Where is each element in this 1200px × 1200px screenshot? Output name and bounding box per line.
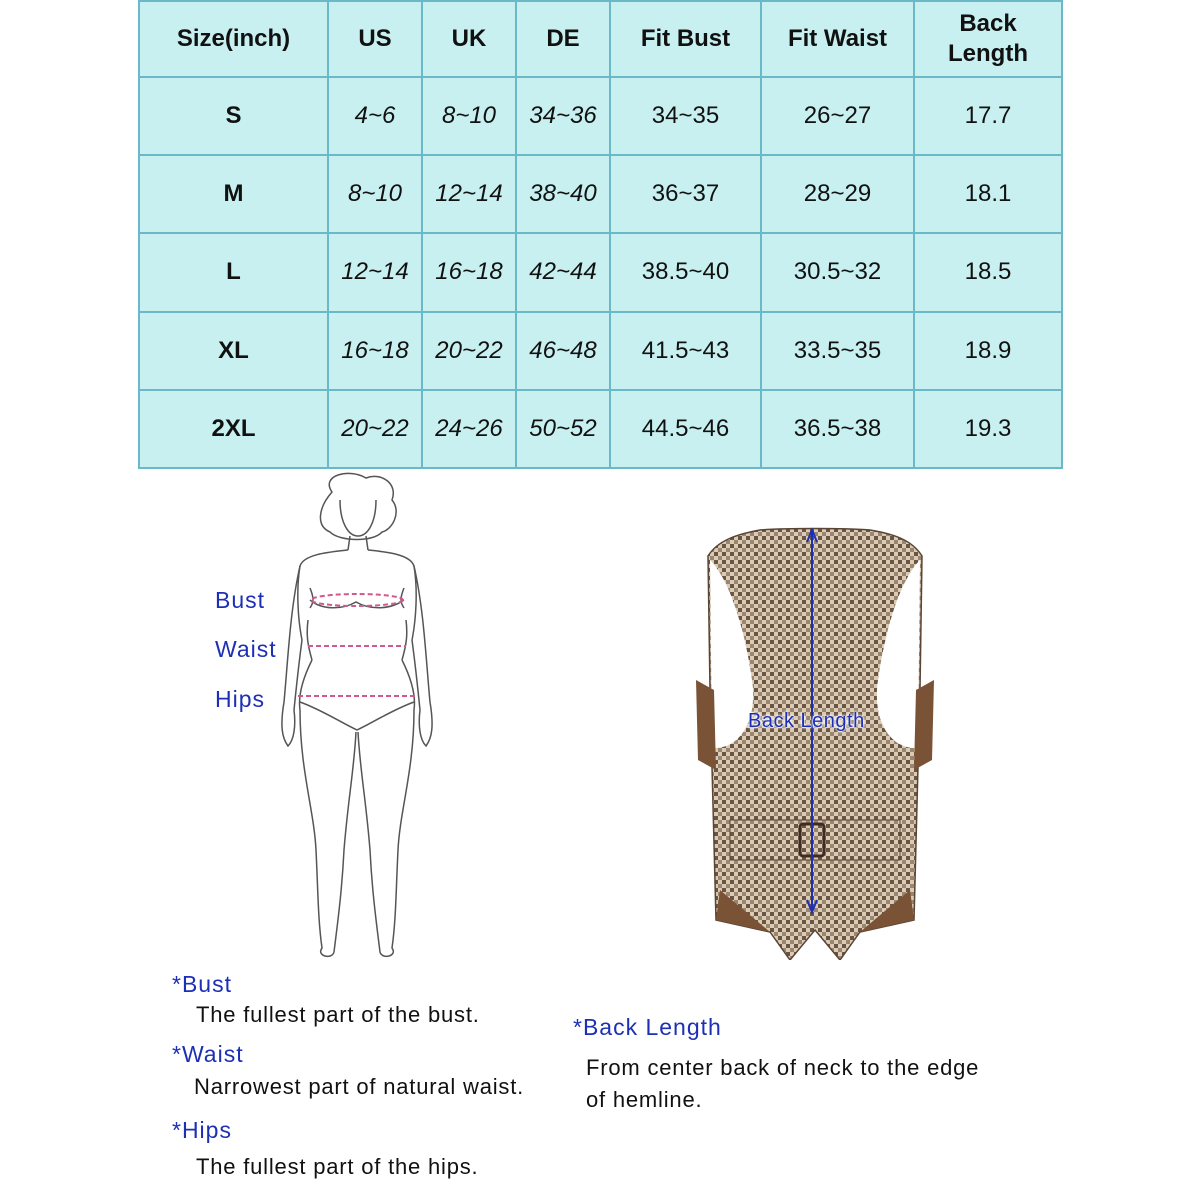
header-us: US xyxy=(328,1,422,77)
cell-back-length: 17.7 xyxy=(914,77,1062,155)
cell-de: 42~44 xyxy=(516,233,610,311)
cell-back-length: 19.3 xyxy=(914,390,1062,468)
header-fit-waist: Fit Waist xyxy=(761,1,914,77)
header-fit-bust: Fit Bust xyxy=(610,1,761,77)
table-header-row xyxy=(139,1,1062,77)
bust-note-title: *Bust xyxy=(172,971,232,997)
cell-uk: 16~18 xyxy=(422,233,516,311)
cell-us: 12~14 xyxy=(328,233,422,311)
bust-note-desc: The fullest part of the bust. xyxy=(196,1002,480,1027)
cell-fit-waist: 33.5~35 xyxy=(761,312,914,390)
table-row xyxy=(139,155,1062,233)
cell-fit-bust: 38.5~40 xyxy=(610,233,761,311)
hips-note-title: *Hips xyxy=(172,1117,232,1143)
cell-uk: 8~10 xyxy=(422,77,516,155)
table-row xyxy=(139,312,1062,390)
cell-back-length: 18.1 xyxy=(914,155,1062,233)
cell-de: 50~52 xyxy=(516,390,610,468)
cell-us: 20~22 xyxy=(328,390,422,468)
cell-fit-waist: 36.5~38 xyxy=(761,390,914,468)
cell-uk: 24~26 xyxy=(422,390,516,468)
cell-uk: 12~14 xyxy=(422,155,516,233)
cell-size: L xyxy=(139,233,328,311)
body-outline-illustration xyxy=(270,470,440,970)
cell-fit-waist: 26~27 xyxy=(761,77,914,155)
cell-fit-bust: 36~37 xyxy=(610,155,761,233)
cell-us: 8~10 xyxy=(328,155,422,233)
cell-uk: 20~22 xyxy=(422,312,516,390)
cell-de: 34~36 xyxy=(516,77,610,155)
table-row xyxy=(139,233,1062,311)
back-length-note-line1: From center back of neck to the edge xyxy=(586,1055,980,1080)
cell-size: M xyxy=(139,155,328,233)
header-size: Size(inch) xyxy=(139,1,328,77)
cell-fit-bust: 41.5~43 xyxy=(610,312,761,390)
cell-size: S xyxy=(139,77,328,155)
header-uk: UK xyxy=(422,1,516,77)
header-de: DE xyxy=(516,1,610,77)
cell-de: 38~40 xyxy=(516,155,610,233)
hips-label: Hips xyxy=(215,686,266,712)
waist-note-title: *Waist xyxy=(172,1041,244,1067)
table-row xyxy=(139,77,1062,155)
back-length-label: Back Length xyxy=(748,710,865,732)
vest-back-illustration xyxy=(690,520,940,960)
cell-fit-waist: 30.5~32 xyxy=(761,233,914,311)
cell-us: 4~6 xyxy=(328,77,422,155)
cell-us: 16~18 xyxy=(328,312,422,390)
cell-size: 2XL xyxy=(139,390,328,468)
cell-fit-bust: 34~35 xyxy=(610,77,761,155)
back-length-note-title: *Back Length xyxy=(573,1014,722,1040)
cell-back-length: 18.5 xyxy=(914,233,1062,311)
table-row xyxy=(139,390,1062,468)
header-back-length: Back Length xyxy=(914,1,1062,77)
hips-note-desc: The fullest part of the hips. xyxy=(196,1154,479,1179)
cell-fit-waist: 28~29 xyxy=(761,155,914,233)
cell-size: XL xyxy=(139,312,328,390)
back-length-note-line2: of hemline. xyxy=(586,1087,703,1112)
cell-de: 46~48 xyxy=(516,312,610,390)
waist-note-desc: Narrowest part of natural waist. xyxy=(194,1074,525,1099)
waist-label: Waist xyxy=(215,636,277,662)
cell-back-length: 18.9 xyxy=(914,312,1062,390)
size-chart-table xyxy=(138,0,1063,469)
cell-fit-bust: 44.5~46 xyxy=(610,390,761,468)
bust-label: Bust xyxy=(215,587,266,613)
